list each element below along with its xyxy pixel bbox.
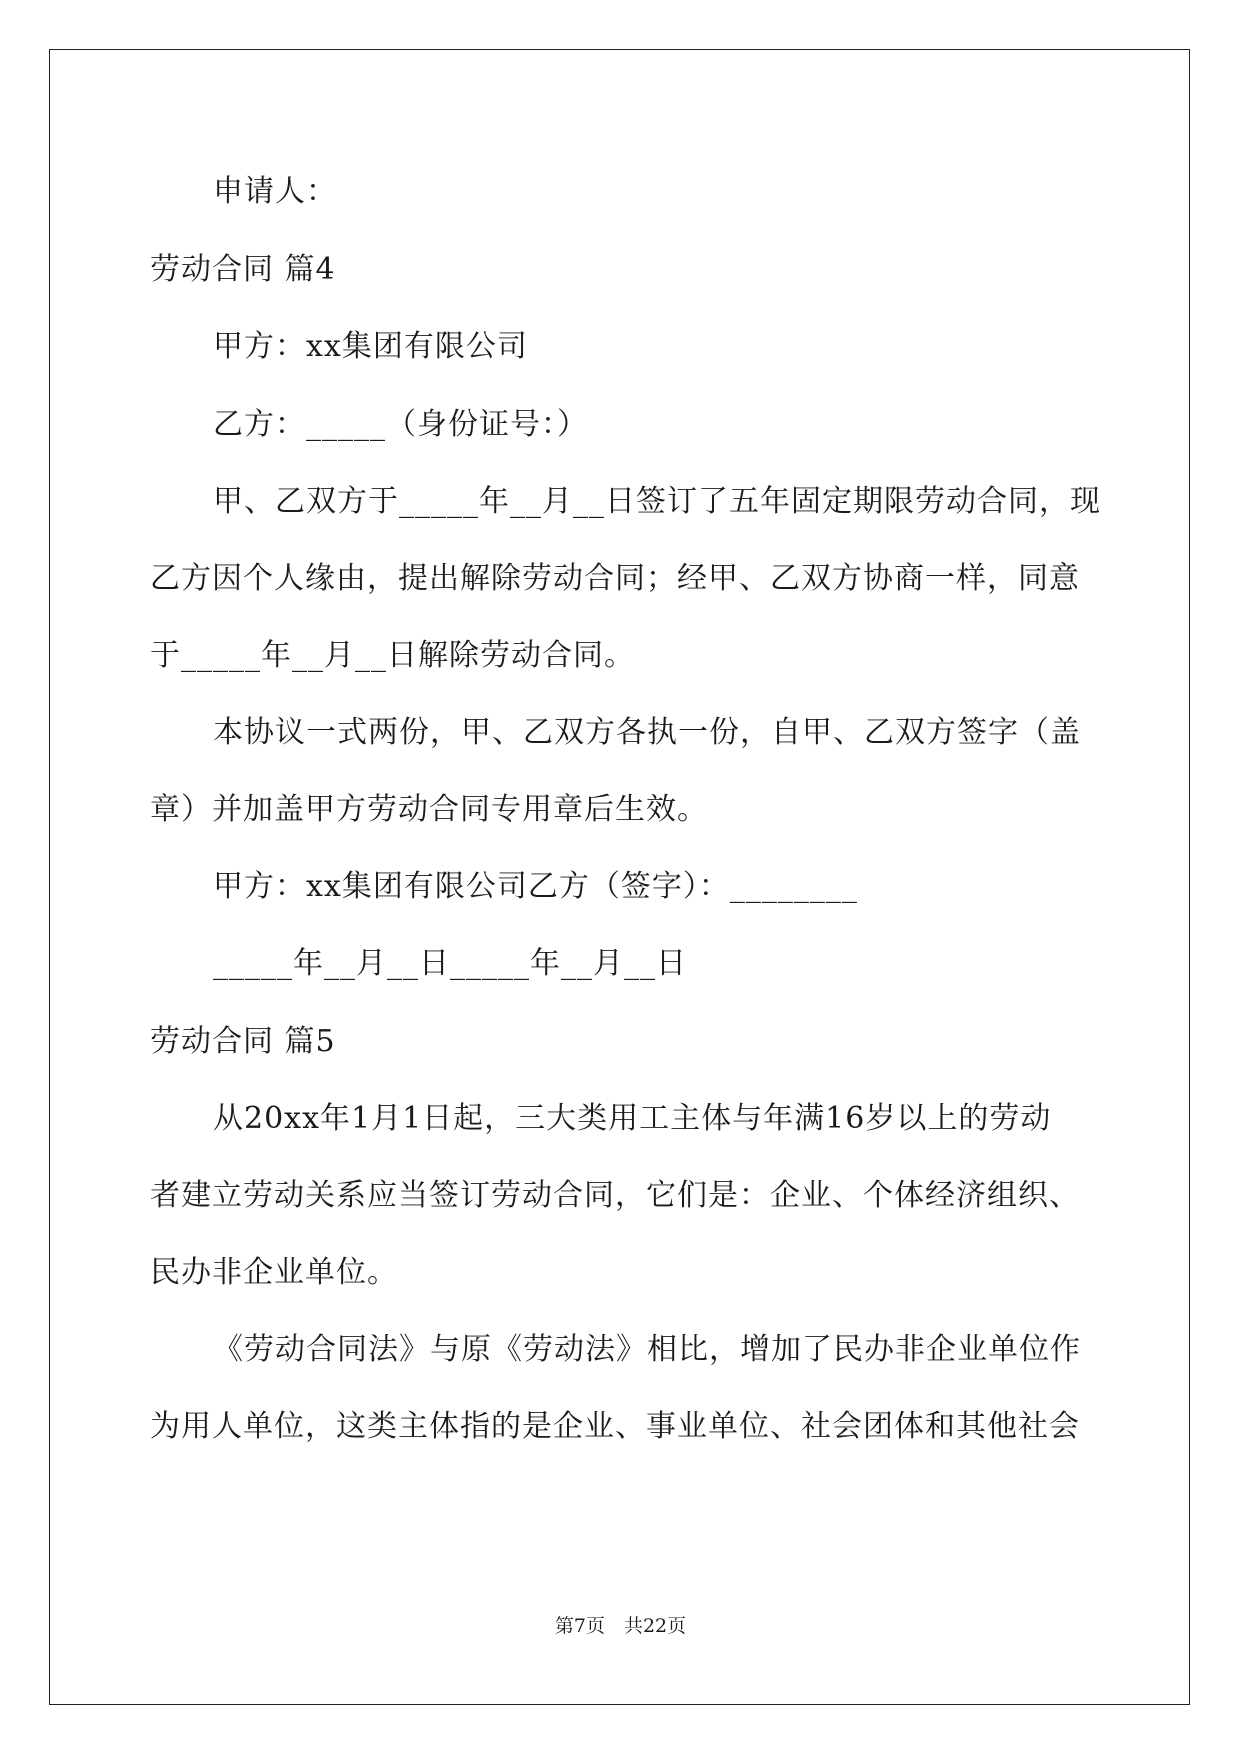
signature-line: 甲方：xx集团有限公司乙方（签字）：________ (213, 869, 858, 904)
page-number: 第7页 共22页 (554, 1615, 687, 1637)
paragraph-line: 《劳动合同法》与原《劳动法》相比，增加了民办非企业单位作 (213, 1332, 1081, 1367)
section-heading: 劳动合同 篇5 (150, 1024, 336, 1059)
date-line: _____年__月__日_____年__月__日 (213, 946, 687, 981)
paragraph-line: 从20xx年1月1日起，三大类用工主体与年满16岁以上的劳动 (213, 1101, 1052, 1136)
applicant-label: 申请人： (213, 174, 337, 209)
paragraph-line: 于_____年__月__日解除劳动合同。 (150, 638, 635, 673)
section-heading: 劳动合同 篇4 (150, 252, 336, 287)
paragraph-line: 本协议一式两份，甲、乙双方各执一份，自甲、乙双方签字（盖 (213, 715, 1081, 750)
party-a-line: 甲方：xx集团有限公司 (213, 329, 528, 364)
paragraph-line: 章）并加盖甲方劳动合同专用章后生效。 (150, 792, 708, 827)
paragraph-line: 民办非企业单位。 (150, 1255, 398, 1290)
party-b-line: 乙方：_____（身份证号：） (213, 407, 588, 442)
paragraph-line: 者建立劳动关系应当签订劳动合同，它们是：企业、个体经济组织、 (150, 1178, 1080, 1213)
paragraph-line: 甲、乙双方于_____年__月__日签订了五年固定期限劳动合同，现 (213, 484, 1101, 519)
paragraph-line: 乙方因个人缘由，提出解除劳动合同；经甲、乙双方协商一样，同意 (150, 561, 1080, 596)
paragraph-line: 为用人单位，这类主体指的是企业、事业单位、社会团体和其他社会 (150, 1409, 1080, 1444)
